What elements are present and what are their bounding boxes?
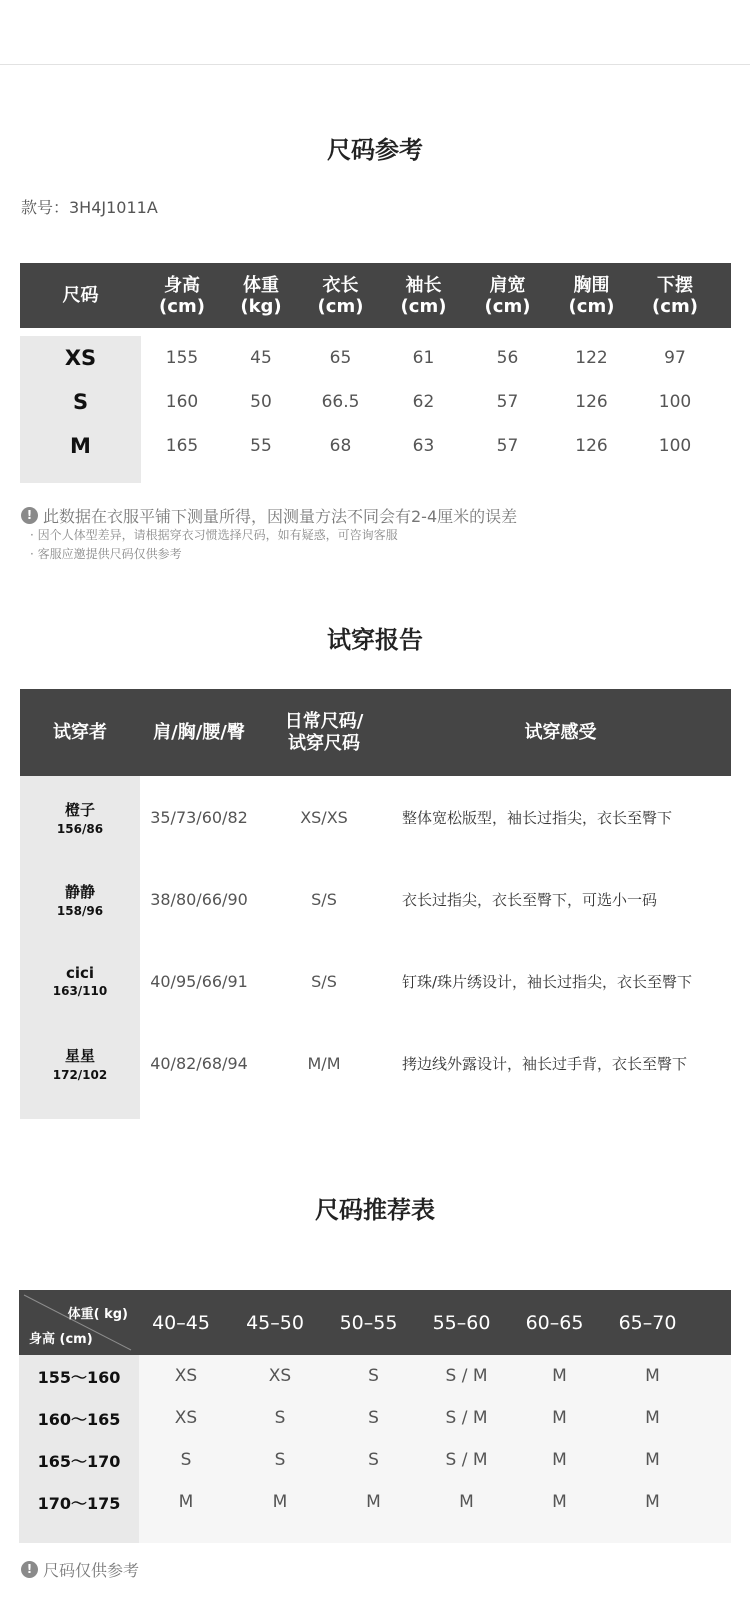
header-cell: 试穿感受: [524, 721, 597, 743]
size-recommend-header: [19, 1290, 731, 1355]
table-cell: M: [552, 1492, 567, 1512]
sub-note: · 客服应邀提供尺码仅供参考: [30, 547, 182, 561]
table-cell: 55: [250, 436, 272, 456]
table-cell: 63: [412, 436, 435, 456]
corner-header-cell: [19, 1290, 134, 1355]
measurement-note: [21, 504, 517, 527]
table-cell: M: [552, 1450, 567, 1470]
table-cell: M: [645, 1408, 660, 1428]
table-cell: 160: [165, 392, 199, 412]
size-cell: S/S: [311, 971, 337, 991]
table-cell: S: [180, 1450, 192, 1470]
table-cell: 57: [496, 392, 519, 412]
table-cell: 68: [329, 436, 352, 456]
size-cell: XS/XS: [300, 807, 348, 827]
tester-name: cici: [65, 964, 95, 982]
table-cell: 66.5: [321, 392, 360, 412]
measure-cell: 38/80/66/90: [150, 889, 248, 909]
height-cell: 165～170: [37, 1451, 121, 1471]
tester-cell: [20, 1045, 140, 1082]
table-row: [19, 1355, 731, 1397]
table-cell: 165: [165, 436, 199, 456]
header-cell: 袖长 (cm): [400, 274, 447, 317]
table-cell: M: [552, 1366, 567, 1386]
sub-note-text: 因个人体型差异，请根据穿衣习惯选择尺码，如有疑惑，可咨询客服: [37, 528, 398, 542]
table-cell: S / M: [445, 1408, 488, 1428]
tester-height-weight: 172/102: [52, 1067, 108, 1082]
table-cell: S: [274, 1408, 286, 1428]
table-cell: M: [645, 1450, 660, 1470]
table-row: [20, 424, 731, 468]
header-cell: 肩宽 (cm): [484, 274, 531, 317]
measure-cell: 40/82/68/94: [150, 1053, 248, 1073]
table-cell: S: [368, 1366, 379, 1386]
measure-cell: 40/95/66/91: [150, 971, 248, 991]
header-cell: 衣长 (cm): [317, 274, 364, 317]
try-on-table-body: [20, 776, 731, 1119]
size-reference-title: 尺码参考: [327, 136, 423, 164]
table-cell: 97: [664, 348, 686, 368]
size-table-body: [20, 336, 731, 483]
size-table: [20, 263, 731, 483]
feedback-cell: 拷边线外露设计，袖长过手背，衣长至臀下: [402, 1054, 688, 1073]
try-on-table: [20, 689, 731, 1119]
size-cell: S/S: [311, 889, 337, 909]
size-cell: XS: [64, 346, 97, 370]
size-cell: M/M: [307, 1053, 341, 1073]
try-on-report-title: 试穿报告: [327, 626, 423, 654]
recommend-note-text: 尺码仅供参考: [43, 1561, 140, 1580]
height-cell: 170～175: [37, 1493, 121, 1513]
exclamation-icon: !: [21, 507, 38, 524]
tester-name: 橙子: [64, 800, 95, 819]
header-cell: 下摆 (cm): [652, 274, 698, 317]
recommend-note: [21, 1558, 139, 1581]
table-cell: XS: [268, 1366, 292, 1386]
table-cell: 65: [329, 348, 352, 368]
table-cell: M: [645, 1366, 660, 1386]
table-cell: 122: [575, 348, 608, 368]
size-recommend-table: [19, 1290, 731, 1543]
table-cell: 100: [658, 436, 692, 456]
tester-height-weight: 156/86: [56, 821, 104, 836]
style-number: 款号：3H4J1011A: [21, 198, 158, 217]
table-row: [20, 380, 731, 424]
weight-header-cell: 55–60: [432, 1311, 491, 1334]
height-cell: 160～165: [37, 1409, 121, 1429]
top-bar: [0, 0, 750, 65]
table-row: [19, 1397, 731, 1439]
tester-height-weight: 163/110: [52, 984, 108, 998]
table-row: [20, 776, 731, 858]
tester-height-weight: 158/96: [56, 903, 104, 918]
size-cell: S: [72, 390, 89, 414]
try-on-table-header: [20, 689, 731, 776]
table-cell: S: [368, 1408, 379, 1428]
table-cell: 57: [496, 436, 519, 456]
table-cell: M: [459, 1492, 474, 1512]
size-recommend-title: 尺码推荐表: [315, 1196, 435, 1224]
table-cell: 50: [250, 392, 272, 412]
table-row: [20, 336, 731, 380]
feedback-cell: 衣长过指尖，衣长至臀下，可选小一码: [402, 890, 658, 909]
corner-height-label: 身高 (cm): [29, 1332, 93, 1347]
table-cell: 56: [496, 348, 519, 368]
weight-header-cell: 60–65: [525, 1311, 584, 1334]
size-cell: M: [70, 434, 91, 458]
table-cell: 155: [165, 348, 199, 368]
table-cell: S: [274, 1450, 286, 1470]
height-cell: 155～160: [37, 1367, 121, 1387]
table-cell: M: [552, 1408, 567, 1428]
tester-name: 星星: [64, 1046, 95, 1065]
header-cell: 日常尺码/ 试穿尺码: [284, 710, 364, 754]
table-cell: 126: [575, 392, 608, 412]
header-cell: 体重 (kg): [240, 274, 282, 317]
weight-header-cell: 45–50: [246, 1311, 304, 1334]
table-cell: M: [645, 1492, 660, 1512]
feedback-cell: 整体宽松版型，袖长过指尖，衣长至臀下: [402, 808, 673, 827]
weight-header-cell: 65–70: [618, 1311, 677, 1334]
header-cell: 肩/胸/腰/臀: [153, 721, 245, 743]
table-cell: XS: [174, 1366, 198, 1386]
header-cell: 试穿者: [53, 721, 107, 743]
measure-cell: 35/73/60/82: [150, 807, 248, 827]
weight-header-cell: 40–45: [152, 1311, 210, 1334]
table-cell: 62: [412, 392, 435, 412]
table-row: [20, 858, 731, 940]
tester-name: 静静: [64, 882, 95, 901]
table-row: [20, 1022, 731, 1104]
table-row: [19, 1481, 731, 1523]
exclamation-icon: !: [21, 1561, 38, 1578]
corner-weight-label: 体重( kg): [67, 1307, 128, 1322]
weight-header-cell: 50–55: [339, 1311, 398, 1334]
table-row: [20, 940, 731, 1022]
sub-note: · 因个人体型差异，请根据穿衣习惯选择尺码，如有疑惑，可咨询客服: [30, 528, 398, 542]
table-cell: M: [366, 1492, 381, 1512]
table-cell: M: [178, 1492, 194, 1512]
tester-cell: [20, 964, 140, 998]
tester-cell: [20, 881, 140, 918]
table-cell: M: [272, 1492, 288, 1512]
feedback-cell: 钉珠/珠片绣设计，袖长过指尖，衣长至臀下: [402, 972, 693, 991]
size-table-header: [20, 263, 731, 328]
table-cell: S: [368, 1450, 379, 1470]
table-cell: 45: [250, 348, 272, 368]
sub-note-text: 客服应邀提供尺码仅供参考: [37, 547, 182, 561]
header-cell: 胸围 (cm): [568, 274, 615, 317]
header-cell: 尺码: [62, 285, 99, 306]
table-cell: XS: [174, 1408, 198, 1428]
table-cell: 100: [658, 392, 692, 412]
table-cell: 61: [412, 348, 435, 368]
tester-cell: [20, 799, 140, 836]
table-row: [19, 1439, 731, 1481]
table-cell: S / M: [445, 1450, 488, 1470]
measurement-note-text: 此数据在衣服平铺下测量所得，因测量方法不同会有2-4厘米的误差: [43, 507, 518, 526]
table-cell: S / M: [445, 1366, 488, 1386]
table-cell: 126: [575, 436, 608, 456]
size-recommend-body: [19, 1355, 731, 1543]
header-cell: 身高 (cm): [159, 274, 205, 317]
